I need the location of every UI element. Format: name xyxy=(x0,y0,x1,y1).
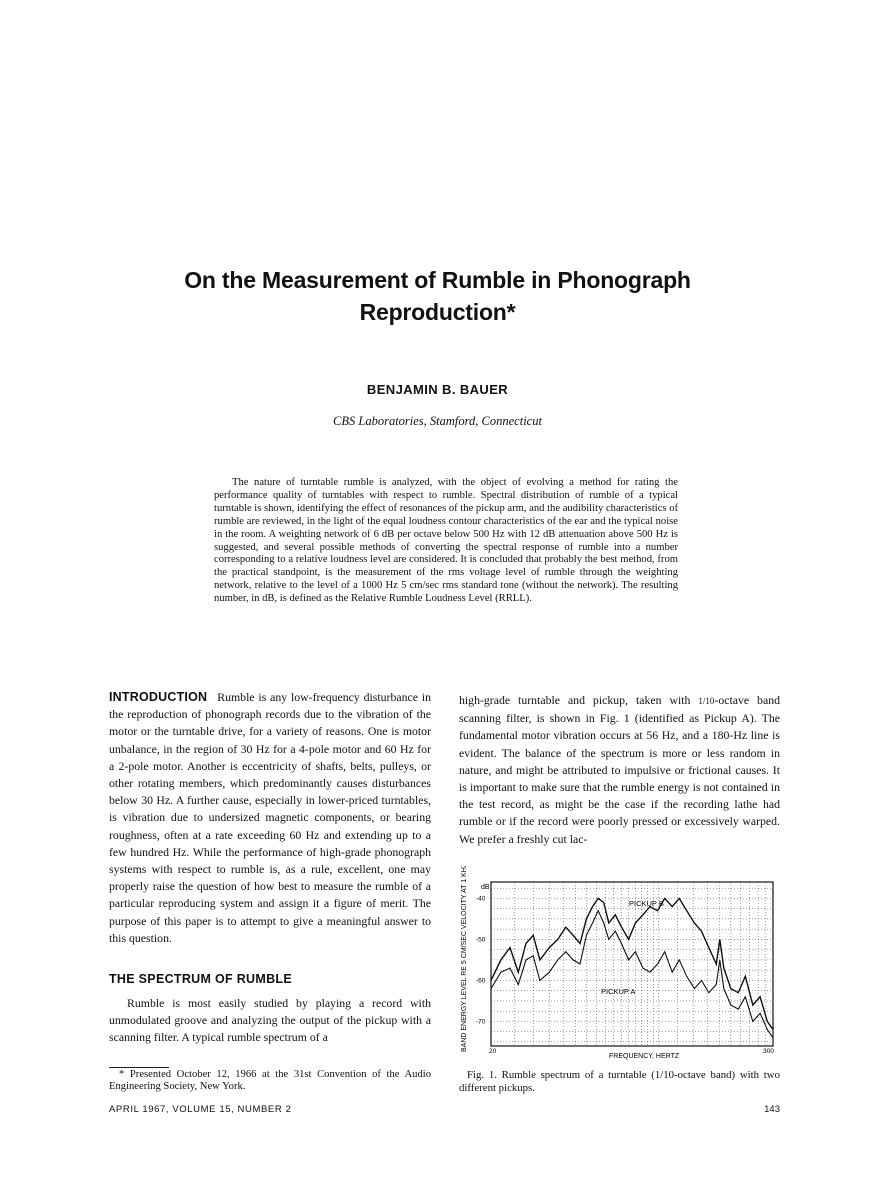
introduction-heading: INTRODUCTION xyxy=(109,690,208,704)
x-tick-last: 300 xyxy=(763,1048,774,1055)
journal-footer: APRIL 1967, VOLUME 15, NUMBER 2 xyxy=(109,1104,292,1115)
spectrum-heading: THE SPECTRUM OF RUMBLE xyxy=(109,972,292,986)
footnote-rule xyxy=(109,1067,169,1068)
y-axis-label: BAND ENERGY LEVEL RE 5 CM/SEC VELOCITY AT 1 KHZ xyxy=(461,866,468,1052)
page-title: On the Measurement of Rumble in Phonograph Reproduction* xyxy=(184,267,691,325)
x-tick-first: 20 xyxy=(489,1048,497,1055)
y-tick-label: -40 xyxy=(476,895,486,903)
abstract: The nature of turntable rumble is analyzed, with the object of evolving a method for rating the performance quality of turntables with respect to rumble. Spectral distribution of rumble of a typical turntable is shown, identifying the effect of resonances of the pickup arm, and the audibility characteristics of rumble are reviewed, in the light of the equal loudness contour characteristics of the ear and the typical noise in the room. A weighting network of 6 dB per octave below 500 Hz with 12 dB attenuation above 500 Hz is suggested, and several possible methods of converting the spectral response of rumble into a number corresponding to a relative loudness level are considered. It is concluded that probably the best method, from the practical standpoint, is the measurement of the rms voltage level of rumble through the weighting network, relative to the level of a 1000 Hz 5 cm/sec rms standard tone (without the network). The resulting number, in dB, is defined as the Relative Rumble Loudness Level (RRLL). xyxy=(214,477,679,605)
db-marker: dB xyxy=(481,884,490,891)
author-name: BENJAMIN B. BAUER xyxy=(366,382,509,397)
figure-1 xyxy=(459,866,780,1066)
label-pickup-b: PICKUP B xyxy=(629,899,664,908)
label-pickup-a: PICKUP A xyxy=(601,987,636,996)
x-axis-label: FREQUENCY, HERTZ xyxy=(609,1053,680,1060)
introduction-text: Rumble is any low-frequency disturbance in the reproduction of phonograph records due to the vibration of the motor or the turntable drive, for a variety of reasons. One is motor unbalance, in the region of 30 Hz for a 4-pole motor and 60 Hz for a 2-pole motor. Another is eccentricity of shafts, belts, pulleys, or other rotating members, which predominantly causes disturbances below 30 Hz. A further cause, especially in lower-priced turntables, is vibration due to undersized magnetic components, or bearing roughness, often at a rate exceeding 60 Hz and extending up to a few hundred Hz. While the performance of high-grade phonograph systems with respect to rumble is, as a rule, excellent, one may properly raise the question of how best to measure the rumble of a particular reproducing system and assign it a figure of merit. The purpose of this paper is to attempt to give a meaningful answer to this question. xyxy=(109,690,431,945)
footnote: * Presented October 12, 1966 at the 31st Convention of the Audio Engineering Society, New York. xyxy=(109,1069,431,1093)
author-affiliation: CBS Laboratories, Stamford, Connecticut xyxy=(333,414,542,428)
chart-series xyxy=(491,898,773,1037)
y-tick-labels xyxy=(476,895,486,1025)
spectrum-text-left: Rumble is most easily studied by playing a record with unmodulated groove and analyzing the output of the pickup with a scanning filter. A typical rumble spectrum of a xyxy=(109,996,431,1045)
y-tick-label: -60 xyxy=(476,977,486,985)
figure-caption: Fig. 1. Rumble spectrum of a turntable (1/10-octave band) with two different pickups. xyxy=(459,1069,780,1094)
rumble-spectrum-chart xyxy=(459,866,780,1066)
spectrum-text-right: high-grade turntable and pickup, taken with 1/10-octave band scanning filter, is shown in Fig. 1 (identified as Pickup A). The fundamental motor vibration occurs at 56 Hz, and a 180-Hz line is evident. The balance of the spectrum is more or less random in nature, and might be attributed to impulsive or frictional causes. It is important to make sure that the rumble energy is not contained in the test record, as might be the case if the recording lathe had rumble or if the record were poorly pressed or excessively warped. We prefer a freshly cut lac- xyxy=(459,693,780,846)
octave-fraction: 1/10 xyxy=(698,696,715,706)
introduction-section xyxy=(109,689,431,947)
page-number: 143 xyxy=(764,1104,780,1115)
y-tick-label: -70 xyxy=(476,1018,486,1026)
y-tick-label: -50 xyxy=(476,936,486,944)
